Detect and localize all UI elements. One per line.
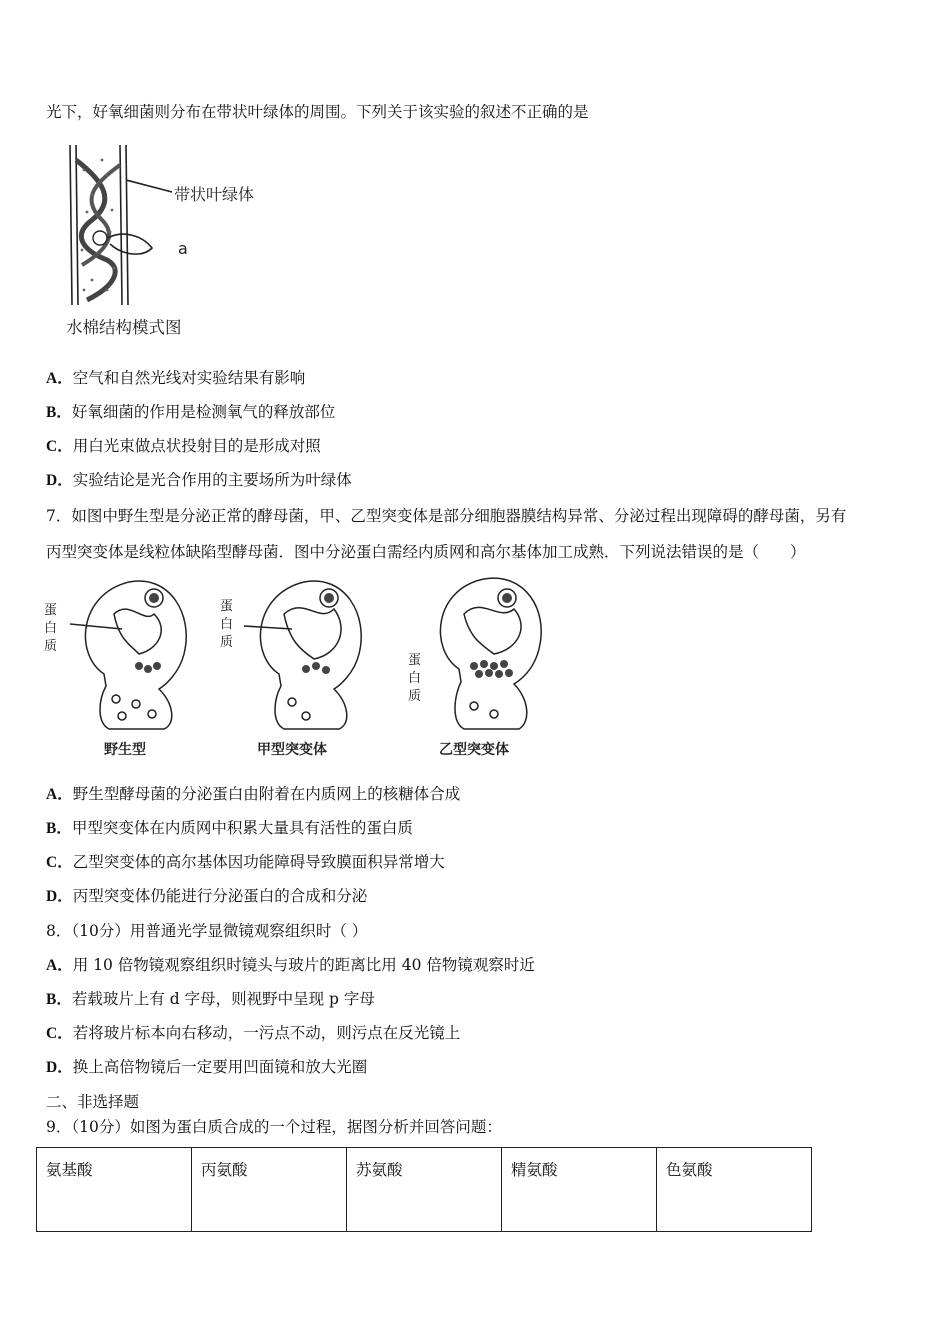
figure-caption: 水棉结构模式图 bbox=[66, 318, 182, 337]
table-cell: 氨基酸 bbox=[37, 1148, 192, 1232]
spirogyra-figure bbox=[62, 140, 292, 340]
yeast-cells-figure bbox=[44, 574, 544, 766]
q7-option-c: C．乙型突变体的高尔基体因功能障碍导致膜面积异常增大 bbox=[46, 853, 445, 871]
table-cell: 精氨酸 bbox=[502, 1148, 657, 1232]
q7-option-a: A．野生型酵母菌的分泌蛋白由附着在内质网上的核糖体合成 bbox=[46, 785, 461, 803]
q8-option-d: D．换上高倍物镜后一定要用凹面镜和放大光圈 bbox=[46, 1058, 368, 1076]
protein-label-2: 蛋 bbox=[220, 599, 234, 614]
question-6-stem-tail: 光下，好氧细菌则分布在带状叶绿体的周围。下列关于该实验的叙述不正确的是 bbox=[46, 103, 589, 121]
q8-option-c: C．若将玻片标本向右移动，一污点不动，则污点在反光镜上 bbox=[46, 1024, 461, 1042]
q6-option-a: A．空气和自然光线对实验结果有影响 bbox=[46, 369, 306, 387]
q8-option-b: B．若载玻片上有 d 字母，则视野中呈现 p 字母 bbox=[46, 990, 375, 1008]
table-cell: 丙氨酸 bbox=[192, 1148, 347, 1232]
q6-option-d: D．实验结论是光合作用的主要场所为叶绿体 bbox=[46, 471, 352, 489]
q6-option-b: B．好氧细菌的作用是检测氧气的释放部位 bbox=[46, 403, 336, 421]
question-8-stem: 8．（10分）用普通光学显微镜观察组织时（ ） bbox=[46, 922, 368, 940]
amino-acid-table bbox=[36, 1147, 812, 1232]
q8-option-a: A．用 10 倍物镜观察组织时镜头与玻片的距离比用 40 倍物镜观察时近 bbox=[46, 956, 535, 974]
table-cell: 苏氨酸 bbox=[347, 1148, 502, 1232]
section-heading: 二、非选择题 bbox=[46, 1093, 140, 1111]
question-7-line-1: 7．如图中野生型是分泌正常的酵母菌，甲、乙型突变体是部分细胞器膜结构异常、分泌过程出现障碍的酵母菌，另有 bbox=[46, 507, 847, 525]
svg-text:白: 白 bbox=[408, 671, 422, 686]
cell-label-type-a: 甲型突变体 bbox=[257, 742, 327, 758]
svg-text:质: 质 bbox=[220, 635, 234, 650]
question-9-stem: 9．（10分）如图为蛋白质合成的一个过程，据图分析并回答问题： bbox=[46, 1118, 502, 1136]
chloroplast-label: 带状叶绿体 bbox=[174, 185, 255, 204]
q6-option-c: C．用白光束做点状投射目的是形成对照 bbox=[46, 437, 321, 455]
question-7-line-2: 丙型突变体是线粒体缺陷型酵母菌．图中分泌蛋白需经内质网和高尔基体加工成熟．下列说法错误的是（ ） bbox=[46, 543, 806, 561]
protein-label-1: 蛋 bbox=[44, 603, 58, 618]
q7-option-d: D．丙型突变体仍能进行分泌蛋白的合成和分泌 bbox=[46, 887, 368, 905]
cell-label-type-b: 乙型突变体 bbox=[439, 742, 509, 758]
svg-text:白: 白 bbox=[44, 621, 58, 636]
q7-option-b: B．甲型突变体在内质网中积累大量具有活性的蛋白质 bbox=[46, 819, 413, 837]
svg-text:白: 白 bbox=[220, 617, 234, 632]
label-a: a bbox=[178, 239, 188, 258]
cell-label-wild: 野生型 bbox=[104, 742, 146, 758]
table-cell: 色氨酸 bbox=[657, 1148, 812, 1232]
svg-text:质: 质 bbox=[44, 639, 58, 654]
protein-label-3: 蛋 bbox=[408, 653, 422, 668]
svg-text:质: 质 bbox=[408, 689, 422, 704]
